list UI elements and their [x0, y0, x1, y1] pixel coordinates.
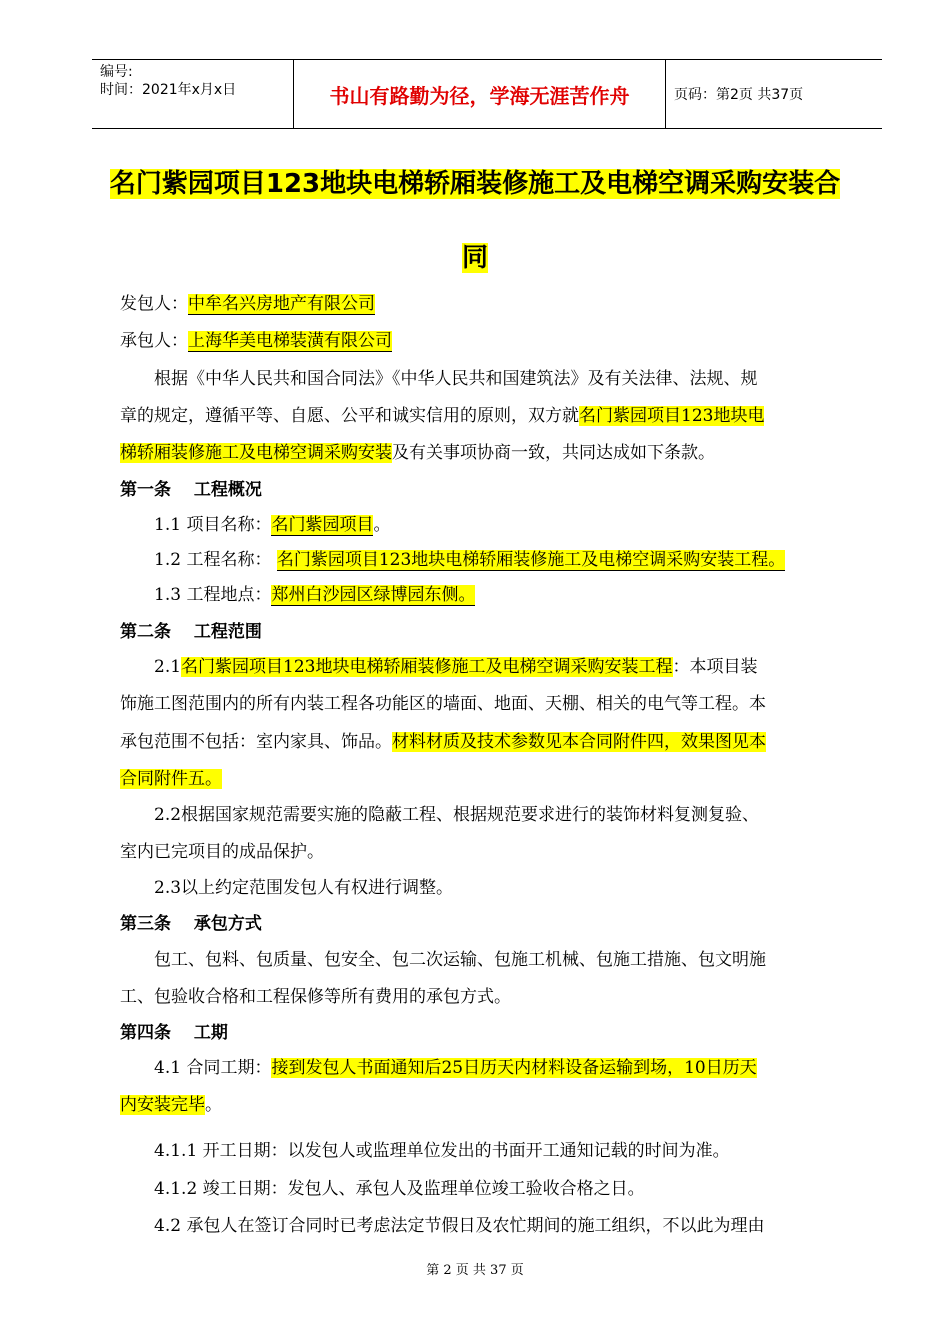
- employer-name: 中牟名兴房地产有限公司: [188, 294, 375, 314]
- header-page-info: 页码：第2页 共37页: [674, 87, 804, 103]
- header-info: [100, 63, 290, 99]
- page-footer: 第 2 页 共 37 页: [426, 1263, 524, 1278]
- work-name-item: 1.2 工程名称： 名门紫园项目123地块电梯轿厢装修施工及电梯空调采购安装工程。: [120, 550, 786, 570]
- article-heading: 第四条 工期: [120, 1023, 228, 1043]
- doc-title-line1: 名门紫园项目123地块电梯轿厢装修施工及电梯空调采购安装合: [109, 169, 841, 199]
- scope-line: 室内已完项目的成品保护。: [120, 842, 324, 862]
- duration-line: 内安装完毕。: [120, 1095, 222, 1115]
- preamble-line: 章的规定，遵循平等、自愿、公平和诚实信用的原则，双方就名门紫园项目123地块电: [120, 406, 765, 426]
- page-header: [92, 59, 882, 129]
- scope-line: 2.2根据国家规范需要实施的隐蔽工程、根据规范要求进行的装饰材料复测复验、: [120, 805, 760, 825]
- article-heading: 第一条 工程概况: [120, 480, 262, 500]
- project-name-item: 1.1 项目名称：名门紫园项目。: [120, 515, 391, 535]
- contract-mode-line: 工、包验收合格和工程保修等所有费用的承包方式。: [120, 987, 511, 1007]
- contractor-name: 上海华美电梯装潢有限公司: [188, 331, 392, 351]
- location-item: 1.3 工程地点：郑州白沙园区绿博园东侧。: [120, 585, 476, 605]
- doc-number: 编号:: [100, 64, 133, 80]
- preamble-line: 根据《中华人民共和国合同法》《中华人民共和国建筑法》及有关法律、法规、规: [120, 369, 758, 389]
- article-heading: 第三条 承包方式: [120, 914, 262, 934]
- doc-date: 时间：2021年x月x日: [100, 82, 237, 98]
- scope-line: 2.3以上约定范围发包人有权进行调整。: [120, 878, 454, 898]
- start-date-line: 4.1.1 开工日期：以发包人或监理单位发出的书面开工通知记载的时间为准。: [120, 1141, 730, 1161]
- scope-line: 2.1名门紫园项目123地块电梯轿厢装修施工及电梯空调采购安装工程：本项目装: [120, 657, 758, 677]
- duration-line: 4.1 合同工期：接到发包人书面通知后25日历天内材料设备运输到场，10日历天: [120, 1058, 757, 1078]
- preamble-line: 梯轿厢装修施工及电梯空调采购安装及有关事项协商一致，共同达成如下条款。: [120, 443, 715, 463]
- employer-line: 发包人：中牟名兴房地产有限公司: [120, 294, 375, 314]
- scope-line: 饰施工图范围内的所有内装工程各功能区的墙面、地面、天棚、相关的电气等工程。本: [120, 694, 766, 714]
- contractor-line: 承包人：上海华美电梯装潢有限公司: [120, 331, 392, 351]
- header-divider: [665, 60, 666, 128]
- header-motto: 书山有路勤为径，学海无涯苦作舟: [329, 83, 630, 108]
- scope-line: 承包范围不包括：室内家具、饰品。材料材质及技术参数见本合同附件四，效果图见本: [120, 732, 766, 752]
- contract-mode-line: 包工、包料、包质量、包安全、包二次运输、包施工机械、包施工措施、包文明施: [120, 950, 766, 970]
- completion-date-line: 4.1.2 竣工日期：发包人、承包人及监理单位竣工验收合格之日。: [120, 1179, 645, 1199]
- doc-title-line2: 同: [461, 243, 488, 273]
- article-heading: 第二条 工程范围: [120, 622, 262, 642]
- schedule-line: 4.2 承包人在签订合同时已考虑法定节假日及农忙期间的施工组织，不以此为理由: [120, 1216, 765, 1236]
- scope-line: 合同附件五。: [120, 769, 222, 789]
